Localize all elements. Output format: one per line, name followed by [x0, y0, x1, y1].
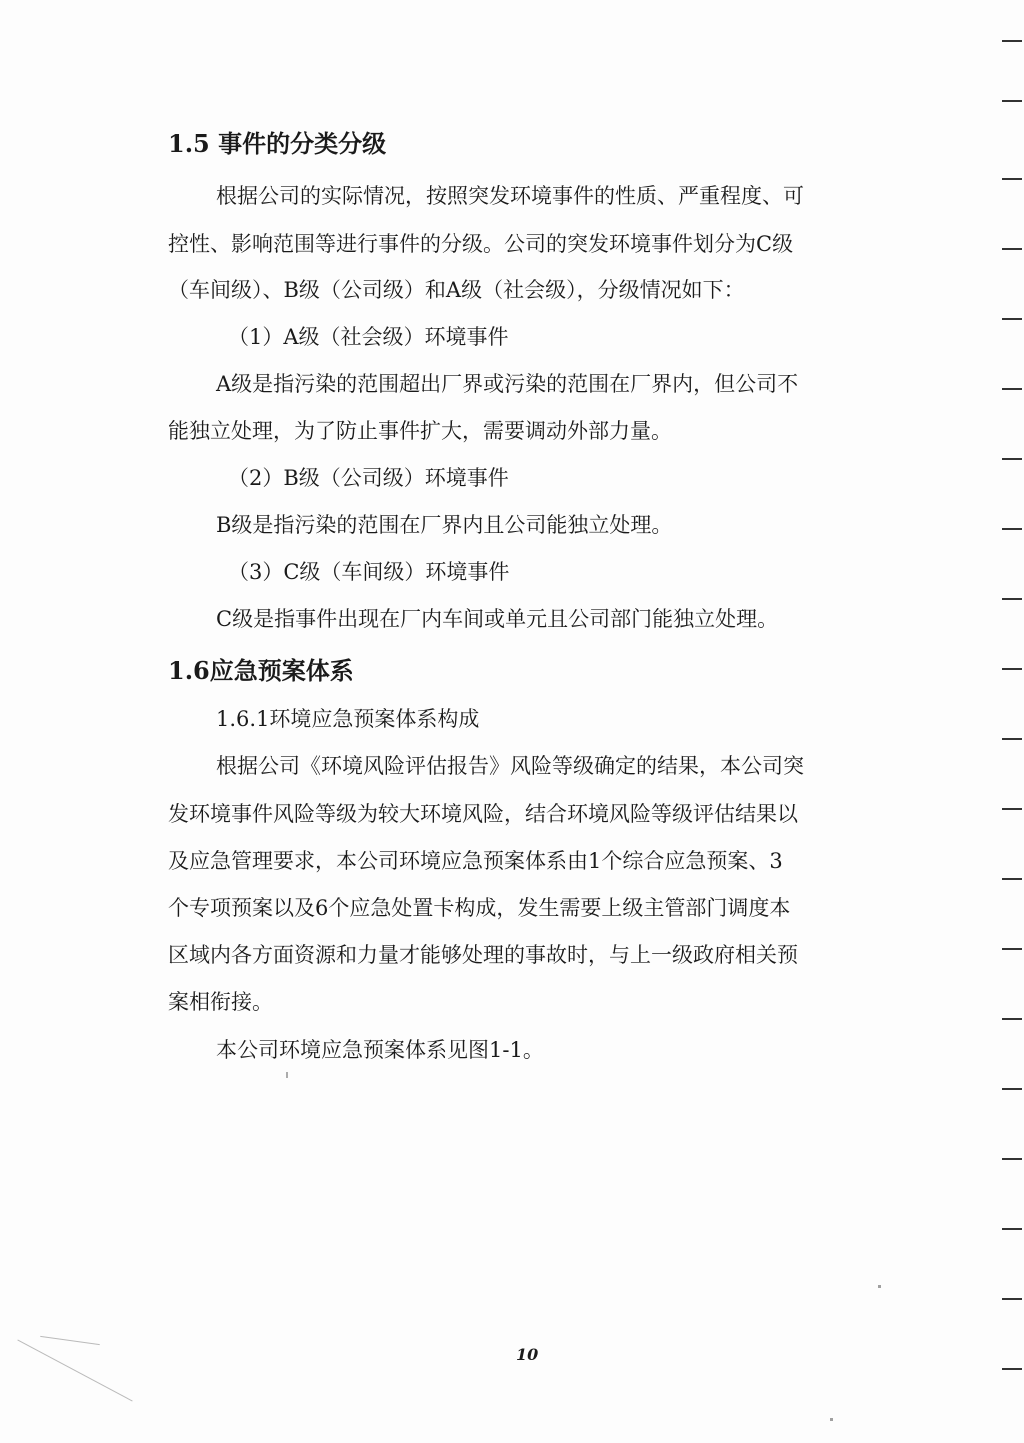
scan-artifact — [17, 1340, 132, 1402]
section-heading-1-6: 1.6应急预案体系 — [168, 656, 354, 685]
paragraph-line: 根据公司的实际情况，按照突发环境事件的性质、严重程度、可 — [216, 184, 804, 208]
edge-tick — [1002, 528, 1022, 530]
paragraph-line: 及应急管理要求，本公司环境应急预案体系由1个综合应急预案、3 — [168, 849, 783, 873]
edge-tick — [1002, 1298, 1022, 1300]
paragraph-line: 个专项预案以及6个应急处置卡构成，发生需要上级主管部门调度本 — [168, 896, 791, 920]
paragraph-line: 区域内各方面资源和力量才能够处理的事故时，与上一级政府相关预 — [168, 943, 798, 967]
edge-tick — [1002, 948, 1022, 950]
paragraph-line: B级是指污染的范围在厂界内且公司能独立处理。 — [216, 513, 673, 537]
subsection-title: 1.6.1环境应急预案体系构成 — [216, 707, 480, 731]
edge-tick — [1002, 318, 1022, 320]
paragraph-line: 发环境事件风险等级为较大环境风险，结合环境风险等级评估结果以 — [168, 802, 798, 826]
scan-artifact — [830, 1418, 833, 1421]
paragraph-line: A级是指污染的范围超出厂界或污染的范围在厂界内，但公司不 — [216, 372, 799, 396]
scan-artifact — [878, 1285, 881, 1288]
edge-tick — [1002, 738, 1022, 740]
section-heading-1-5: 1.5 事件的分类分级 — [168, 129, 387, 158]
edge-tick — [1002, 100, 1022, 102]
edge-tick — [1002, 388, 1022, 390]
paragraph-line: 根据公司《环境风险评估报告》风险等级确定的结果，本公司突 — [216, 754, 804, 778]
edge-tick — [1002, 1088, 1022, 1090]
paragraph-line: 能独立处理，为了防止事件扩大，需要调动外部力量。 — [168, 419, 672, 443]
edge-tick — [1002, 1368, 1022, 1370]
edge-tick — [1002, 1158, 1022, 1160]
paragraph-line: 案相衔接。 — [168, 990, 273, 1014]
paragraph-line: C级是指事件出现在厂内车间或单元且公司部门能独立处理。 — [216, 607, 779, 631]
paragraph-line: 本公司环境应急预案体系见图1-1。 — [216, 1038, 544, 1062]
binding-edge-marks — [994, 0, 1024, 1443]
edge-tick — [1002, 40, 1022, 42]
edge-tick — [1002, 808, 1022, 810]
edge-tick — [1002, 1228, 1022, 1230]
item-title: （2）B级（公司级）环境事件 — [228, 466, 509, 490]
scan-artifact — [286, 1072, 288, 1078]
paragraph-line: （车间级）、B级（公司级）和A级（社会级），分级情况如下： — [168, 278, 745, 302]
edge-tick — [1002, 668, 1022, 670]
edge-tick — [1002, 458, 1022, 460]
edge-tick — [1002, 598, 1022, 600]
item-title: （1）A级（社会级）环境事件 — [228, 325, 509, 349]
edge-tick — [1002, 248, 1022, 250]
paragraph-line: 控性、影响范围等进行事件的分级。公司的突发环境事件划分为C级 — [168, 232, 794, 256]
edge-tick — [1002, 1018, 1022, 1020]
edge-tick — [1002, 178, 1022, 180]
edge-tick — [1002, 878, 1022, 880]
item-title: （3）C级（车间级）环境事件 — [228, 560, 510, 584]
scan-artifact — [40, 1336, 100, 1345]
page-number: 10 — [516, 1345, 539, 1364]
